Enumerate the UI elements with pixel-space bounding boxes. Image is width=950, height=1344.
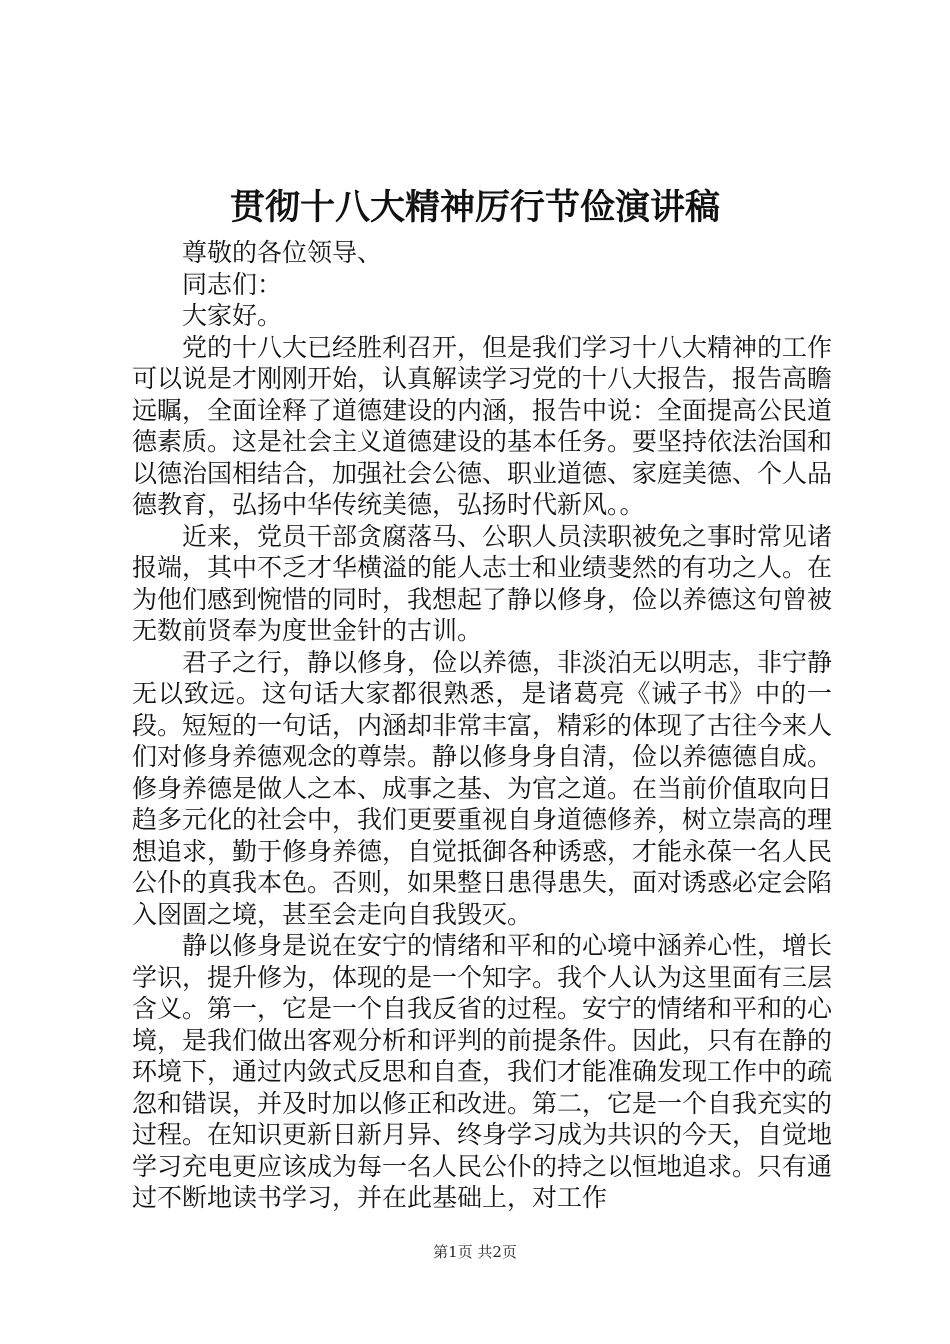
page-footer: 第1页 共2页 <box>433 1243 517 1261</box>
salutation-line-2: 同志们： <box>182 269 283 299</box>
paragraph: 君子之行，静以修身，俭以养德，非淡泊无以明志，非宁静无以致远。这句话大家都很熟悉，是诸葛亮《诫子书》中的一段。短短的一句话，内涵却非常丰富，精彩的体现了古往今来人们对修身养德观念的尊崇。静以修身身自清，俭以养德德自成。修身养德是做人之本、成事之基、为官之道。在当前价值取向日趋多元化的社会中，我们更要重视自身道德修养，树立崇高的理想追求，勤于修身养德，自觉抵御各种诱惑，才能永葆一名人民公仆的真我本色。否则，如果整日患得患失，面对诱惑必定会陷入囹圄之境，甚至会走向自我毁灭。 <box>132 647 833 929</box>
document-title: 贯彻十八大精神厉行节俭演讲稿 <box>229 187 720 228</box>
salutation-line-1: 尊敬的各位领导、 <box>182 238 383 267</box>
document-body <box>132 237 832 1214</box>
paragraph: 党的十八大已经胜利召开，但是我们学习十八大精神的工作可以说是才刚刚开始，认真解读学习党的十八大报告，报告高瞻远瞩，全面诠释了道德建设的内涵，报告中说：全面提高公民道德素质。这是社会主义道德建设的基本任务。要坚持依法治国和以德治国相结合，加强社会公德、职业道德、家庭美德、个人品德教育，弘扬中华传统美德，弘扬时代新风。。 <box>132 332 833 519</box>
paragraph: 静以修身是说在安宁的情绪和平和的心境中涵养心性，增长学识，提升修为，体现的是一个知字。我个人认为这里面有三层含义。第一，它是一个自我反省的过程。安宁的情绪和平和的心境，是我们做出客观分析和评判的前提条件。因此，只有在静的环境下，通过内敛式反思和自查，我们才能准确发现工作中的疏忽和错误，并及时加以修正和改进。第二，它是一个自我充实的过程。在知识更新日新月异、终身学习成为共识的今天，自觉地学习充电更应该成为每一名人民公仆的持之以恒地追求。只有通过不断地读书学习，并在此基础上，对工作 <box>132 931 833 1212</box>
paragraph: 近来，党员干部贪腐落马、公职人员渎职被免之事时常见诸报端，其中不乏才华横溢的能人志士和业绩斐然的有功之人。在为他们感到惋惜的同时，我想起了静以修身，俭以养德这句曾被无数前贤奉为度世金针的古训。 <box>132 521 833 645</box>
greeting: 大家好。 <box>182 301 283 330</box>
